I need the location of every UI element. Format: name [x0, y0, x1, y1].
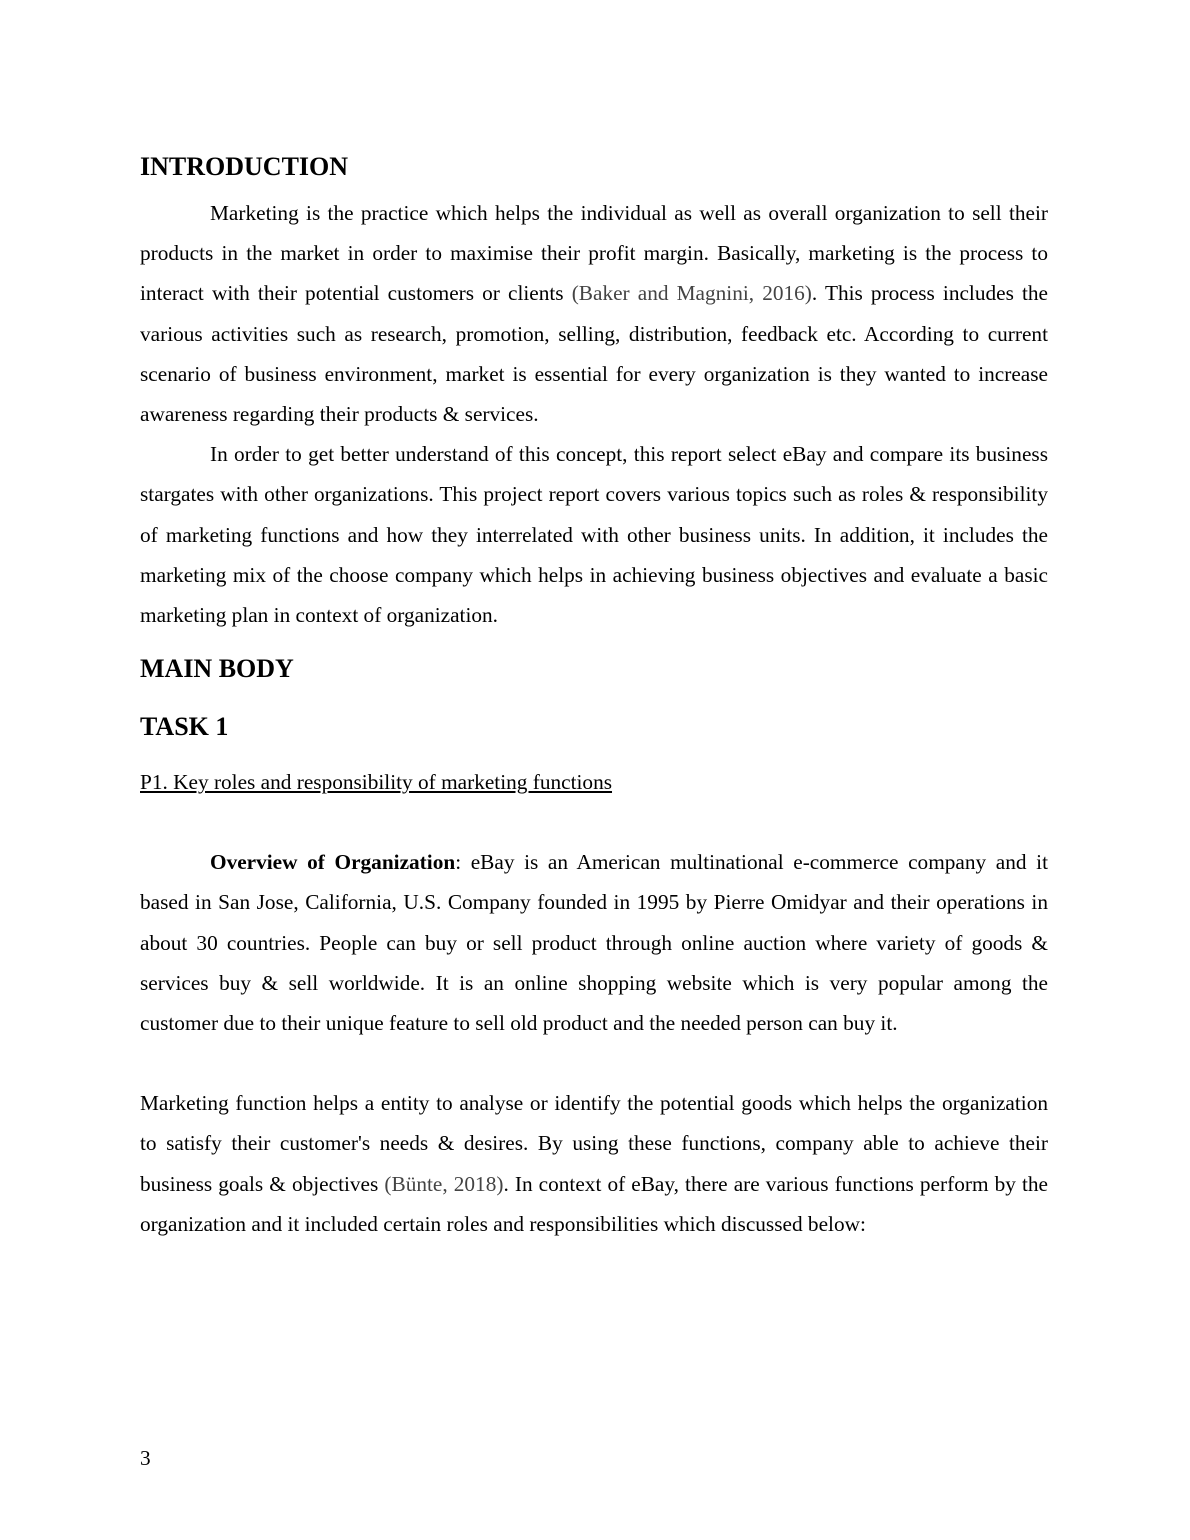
task-1-heading: TASK 1 — [140, 712, 229, 742]
overview-text: : eBay is an American multinational e-commerce company and it based in San Jose, California, U.S. Company founded in 1995 by Pierre Omidyar and their operations in about 30 countries. People can buy or sell product through online auction where variety of goods & services buy & sell worldwide. It is an online shopping website which is very popular among the customer due to their unique feature to sell old product and the needed person can buy it. — [140, 850, 1048, 1036]
page-number: 3 — [140, 1446, 151, 1470]
main-body-heading: MAIN BODY — [140, 654, 294, 684]
introduction-paragraph-1 — [140, 193, 1048, 434]
page-content — [140, 150, 1048, 1244]
citation-baker-magnini: (Baker and Magnini, 2016) — [571, 281, 812, 306]
marketing-function-paragraph — [140, 1083, 1048, 1244]
mf-text-a: Marketing function helps a entity to analyse or identify the potential goods which helps the organization to satisfy their customer's needs & desires. By using these functions, company able to achieve their business goals & objectives — [140, 1091, 1048, 1196]
introduction-paragraph-2: In order to get better understand of this concept, this report select eBay and compare its business stargates with other organizations. This project report covers various topics such as roles & responsibility of marketing functions and how they interrelated with other business units. In addition, it includes the marketing mix of the choose company which helps in achieving business objectives and evaluate a basic marketing plan in context of organization. — [140, 442, 1048, 628]
citation-bunte: (Bünte, 2018) — [384, 1171, 504, 1196]
overview-paragraph — [140, 842, 1048, 1043]
p1-subheading: P1. Key roles and responsibility of marketing functions — [140, 770, 613, 795]
intro-p1-text-b: . This process includes the various activities such as research, promotion, selling, distribution, feedback etc. According to current scenario of business environment, market is essential for every organization is they wanted to increase awareness regarding their products & services. — [140, 281, 1048, 427]
mf-text-b: . In context of eBay, there are various functions perform by the organization and it included certain roles and responsibilities which discussed below: — [140, 1171, 1048, 1236]
introduction-heading: INTRODUCTION — [140, 152, 349, 181]
overview-label: Overview of Organization — [210, 850, 456, 875]
intro-p1-text-a: Marketing is the practice which helps the individual as well as overall organization to sell their products in the market in order to maximise their profit margin. Basically, marketing is the process to interact with their potential customers or clients — [140, 201, 1048, 306]
